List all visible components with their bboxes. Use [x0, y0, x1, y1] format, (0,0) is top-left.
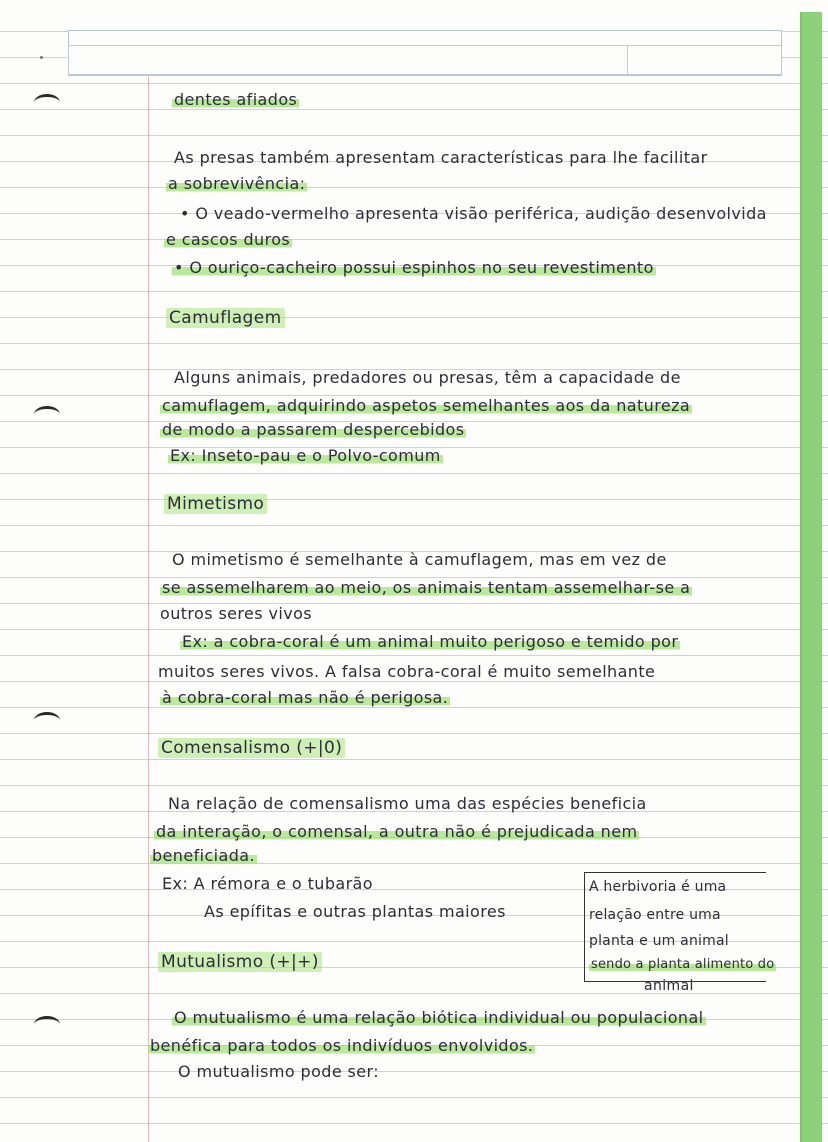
section-heading-mimetismo [164, 494, 267, 514]
highlighted-text: de modo a passarem despercebidos [162, 420, 465, 439]
note-line [172, 1008, 706, 1027]
side-note-line: planta e um animal [589, 933, 729, 949]
side-note-line [589, 957, 776, 972]
binder-hole-4 [34, 1016, 60, 1033]
note-line: As presas também apresentam características para lhe facilitar [174, 148, 708, 167]
note-line: Na relação de comensalismo uma das espécies beneficia [168, 794, 647, 813]
heading-text: Mutualismo (+|+) [158, 952, 322, 972]
header-cell-left [68, 45, 628, 75]
note-line [154, 822, 639, 841]
note-line [160, 420, 466, 439]
highlighted-text: se assemelharem ao meio, os animais tentam assemelhar-se a [162, 578, 691, 597]
note-line: muitos seres vivos. A falsa cobra-coral é muito semelhante [158, 662, 656, 681]
highlighted-text: beneficiada. [152, 846, 255, 865]
note-line: Alguns animais, predadores ou presas, têm a capacidade de [174, 368, 681, 387]
highlighted-text: sendo a planta alimento do [591, 957, 775, 972]
binder-hole-3 [34, 712, 60, 729]
highlighted-text: benéfica para todos os indivíduos envolvidos. [150, 1036, 534, 1055]
highlighted-text: Ex: a cobra-coral é um animal muito perigoso e temido por [182, 632, 679, 651]
note-line [168, 446, 443, 465]
note-line: outros seres vivos [160, 604, 313, 623]
highlighted-text: Ex: Inseto-pau e o Polvo-comum [170, 446, 441, 465]
page-header-band [68, 30, 782, 76]
margin-line [148, 76, 149, 1142]
paper-dot [40, 56, 43, 59]
highlighted-text: • O ouriço-cacheiro possui espinhos no seu revestimento [174, 258, 654, 277]
side-note-line: animal [644, 978, 694, 994]
note-line [172, 258, 656, 277]
note-line [160, 688, 450, 707]
highlighted-text: O mutualismo é uma relação biótica individual ou populacional [174, 1008, 704, 1027]
note-line [160, 578, 692, 597]
section-heading-mutualismo [158, 952, 322, 972]
note-line: As epífitas e outras plantas maiores [204, 902, 506, 921]
note-line [180, 632, 680, 651]
binder-hole-2 [34, 406, 60, 423]
note-line [148, 1036, 535, 1055]
note-line: O mutualismo pode ser: [178, 1062, 380, 1081]
highlighted-text: dentes afiados [174, 90, 298, 109]
note-line: O mimetismo é semelhante à camuflagem, mas em vez de [172, 550, 667, 569]
highlighted-text: a sobrevivência: [168, 174, 306, 193]
highlighted-text: camuflagem, adquirindo aspetos semelhantes aos da natureza [162, 396, 691, 415]
side-note-box [584, 872, 775, 982]
section-heading-comensalismo [158, 738, 345, 758]
side-note-line: A herbivoria é uma [589, 879, 727, 895]
green-edge-strip [800, 12, 822, 1142]
highlighted-text: à cobra-coral mas não é perigosa. [162, 688, 449, 707]
section-heading-camuflagem [166, 308, 285, 328]
side-note-line: relação entre uma [589, 907, 721, 923]
highlighted-text: da interação, o comensal, a outra não é prejudicada nem [156, 822, 638, 841]
note-line: • O veado-vermelho apresenta visão periférica, audição desenvolvida [180, 204, 767, 223]
binder-hole-1 [34, 94, 60, 111]
header-cell-right [627, 45, 782, 75]
note-line [164, 230, 292, 249]
heading-text: Mimetismo [164, 494, 267, 514]
highlighted-text: e cascos duros [166, 230, 291, 249]
note-line [166, 174, 307, 193]
note-line [160, 396, 692, 415]
heading-text: Camuflagem [166, 308, 285, 328]
heading-text: Comensalismo (+|0) [158, 738, 345, 758]
note-line [172, 90, 299, 109]
note-line [150, 846, 257, 865]
note-line: Ex: A rémora e o tubarão [162, 874, 373, 893]
